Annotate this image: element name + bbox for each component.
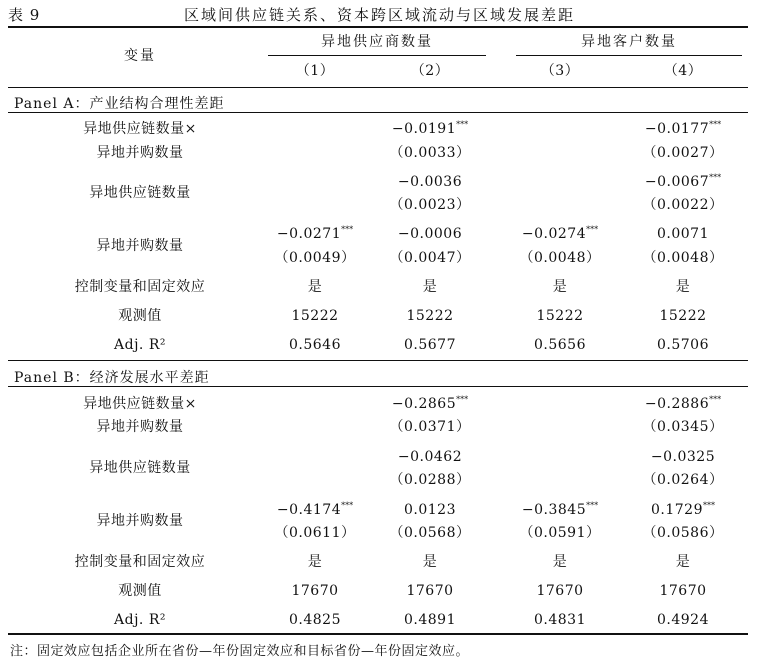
- se-cell: （0.0591）: [519, 525, 601, 541]
- controls-cell: 是: [675, 554, 691, 570]
- row-label-r2-b: Adj. R²: [114, 612, 166, 628]
- se-cell: （0.0023）: [389, 197, 471, 213]
- coef-cell: 0.1729***: [651, 501, 715, 518]
- panel-b-title: Panel B：经济发展水平差距: [14, 370, 210, 386]
- se-cell: （0.0027）: [642, 145, 724, 161]
- significance-stars: ***: [703, 501, 715, 510]
- coef-cell: −0.0191***: [391, 120, 469, 137]
- controls-cell: 是: [422, 554, 438, 570]
- coef-cell: 0.0071: [657, 226, 709, 242]
- significance-stars: ***: [341, 501, 354, 510]
- panel-b-top-rule: [8, 360, 748, 361]
- r2-cell: 0.5656: [534, 337, 586, 353]
- row-label-controls-a: 控制变量和固定效应: [74, 279, 206, 295]
- group1-underline: [268, 55, 486, 56]
- se-cell: （0.0264）: [642, 472, 724, 488]
- controls-cell: 是: [675, 279, 691, 295]
- controls-cell: 是: [307, 279, 323, 295]
- table-note: 注：固定效应包括企业所在省份—年份固定效应和目标省份—年份固定效应。: [10, 644, 470, 659]
- se-cell: （0.0048）: [519, 250, 601, 266]
- obs-cell: 15222: [659, 308, 707, 324]
- se-cell: （0.0345）: [642, 419, 724, 435]
- row-label-interaction-a-2: 异地并购数量: [96, 145, 184, 161]
- significance-stars: ***: [456, 395, 469, 404]
- group2-underline: [516, 55, 742, 56]
- row-label-ma-a: 异地并购数量: [96, 238, 184, 254]
- controls-cell: 是: [422, 279, 438, 295]
- r2-cell: 0.4891: [404, 612, 456, 628]
- row-label-interaction-b: 异地供应链数量×: [83, 396, 197, 412]
- coef-cell: −0.0325: [650, 449, 716, 465]
- coef-cell: −0.2865***: [391, 395, 469, 412]
- r2-cell: 0.5646: [289, 337, 341, 353]
- r2-cell: 0.4825: [289, 612, 341, 628]
- col-header-2: （2）: [410, 63, 450, 79]
- variable-header: 变量: [124, 48, 156, 64]
- obs-cell: 15222: [536, 308, 584, 324]
- se-cell: （0.0033）: [389, 145, 471, 161]
- significance-stars: ***: [456, 120, 469, 129]
- se-cell: （0.0022）: [642, 197, 724, 213]
- coef-cell: −0.0462: [397, 449, 463, 465]
- r2-cell: 0.5677: [404, 337, 456, 353]
- obs-cell: 15222: [406, 308, 454, 324]
- table-label: 表 9: [8, 6, 41, 24]
- row-label-ma-b: 异地并购数量: [96, 513, 184, 529]
- coef-cell: −0.0006: [397, 226, 463, 242]
- row-label-r2-a: Adj. R²: [114, 337, 166, 353]
- group2-header: 异地客户数量: [581, 34, 677, 50]
- obs-cell: 17670: [536, 583, 584, 599]
- significance-stars: ***: [709, 120, 722, 129]
- controls-cell: 是: [307, 554, 323, 570]
- se-cell: （0.0047）: [389, 250, 471, 266]
- se-cell: （0.0048）: [642, 250, 724, 266]
- se-cell: （0.0586）: [642, 525, 724, 541]
- coef-cell: −0.0036: [397, 174, 463, 190]
- row-label-controls-b: 控制变量和固定效应: [74, 554, 206, 570]
- controls-cell: 是: [552, 554, 568, 570]
- obs-cell: 17670: [406, 583, 454, 599]
- coef-cell: 0.0123: [404, 502, 456, 518]
- coef-cell: −0.0177***: [644, 120, 722, 137]
- row-label-supply-b: 异地供应链数量: [89, 460, 191, 476]
- se-cell: （0.0568）: [389, 525, 471, 541]
- coef-cell: −0.3845***: [521, 501, 599, 518]
- se-cell: （0.0049）: [274, 250, 356, 266]
- panel-a-title: Panel A：产业结构合理性差距: [14, 96, 225, 112]
- significance-stars: ***: [341, 225, 354, 234]
- col-header-3: （3）: [540, 63, 580, 79]
- coef-cell: −0.2886***: [644, 395, 722, 412]
- coef-cell: −0.0271***: [276, 225, 354, 242]
- se-cell: （0.0611）: [274, 525, 356, 541]
- row-label-supply-a: 异地供应链数量: [89, 185, 191, 201]
- obs-cell: 15222: [291, 308, 339, 324]
- se-cell: （0.0288）: [389, 472, 471, 488]
- significance-stars: ***: [709, 173, 722, 182]
- row-label-obs-a: 观测值: [118, 308, 162, 324]
- row-label-obs-b: 观测值: [118, 583, 162, 599]
- coef-cell: −0.0067***: [644, 173, 722, 190]
- significance-stars: ***: [586, 501, 599, 510]
- header-rule: [8, 87, 748, 88]
- row-label-interaction-a: 异地供应链数量×: [83, 121, 197, 137]
- col-header-4: （4）: [663, 63, 703, 79]
- col-header-1: （1）: [295, 63, 335, 79]
- top-rule: [8, 26, 748, 28]
- r2-cell: 0.5706: [657, 337, 709, 353]
- r2-cell: 0.4924: [657, 612, 709, 628]
- significance-stars: ***: [586, 225, 599, 234]
- group1-header: 异地供应商数量: [321, 34, 433, 50]
- row-label-interaction-b-2: 异地并购数量: [96, 419, 184, 435]
- coef-cell: −0.0274***: [521, 225, 599, 242]
- coef-cell: −0.4174***: [276, 501, 354, 518]
- table-title: 区域间供应链关系、资本跨区域流动与区域发展差距: [183, 6, 575, 24]
- obs-cell: 17670: [659, 583, 707, 599]
- bottom-rule: [8, 633, 748, 635]
- controls-cell: 是: [552, 279, 568, 295]
- obs-cell: 17670: [291, 583, 339, 599]
- significance-stars: ***: [709, 395, 722, 404]
- r2-cell: 0.4831: [534, 612, 586, 628]
- se-cell: （0.0371）: [389, 419, 471, 435]
